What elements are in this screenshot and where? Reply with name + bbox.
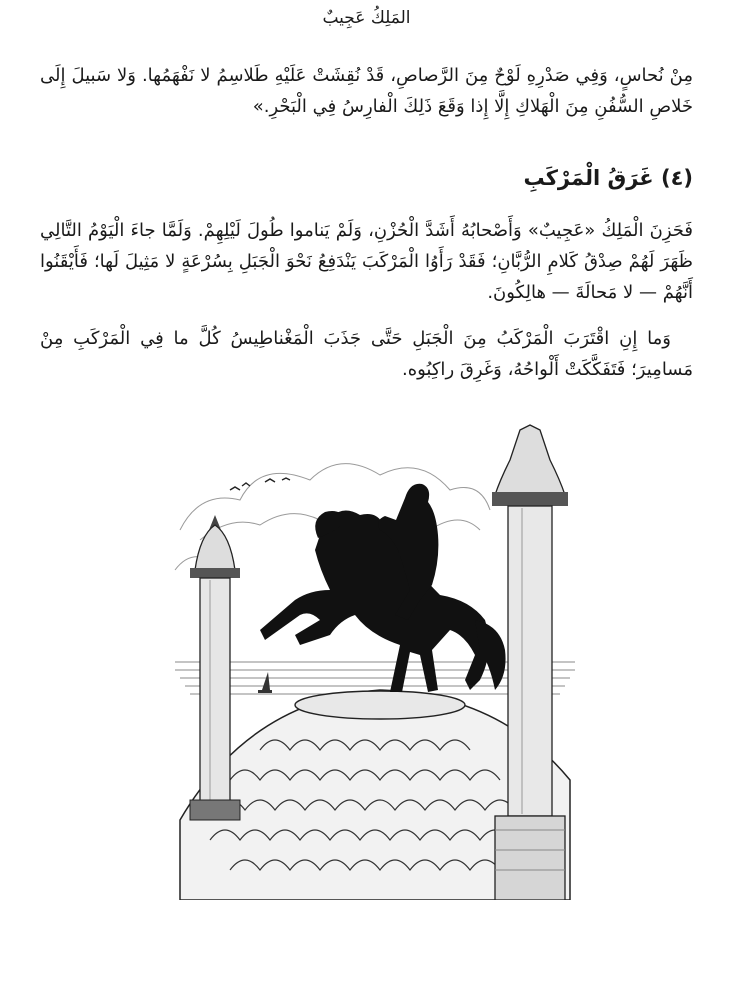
horseman-illustration [170, 420, 580, 900]
horse-and-rider [260, 484, 506, 692]
running-head: المَلِكُ عَجِيبٌ [322, 8, 411, 28]
intro-text: مِنْ نُحاسٍ، وَفِي صَدْرِهِ لَوْحٌ مِنَ الرَّصاصِ، قَدْ نُقِشَتْ عَلَيْهِ طَلاسِمُ لا نَفْهَمُها. وَلا سَبيلَ إِلَى خَلاصِ السُّفُنِ مِنَ الْهَلاكِ إِلَّا إِذا وَقَعَ ذَلِكَ الْفارِسُ فِي الْبَحْرِ.» [40, 65, 693, 117]
paragraph-1 [40, 215, 693, 308]
birds [230, 478, 290, 490]
intro-paragraph [40, 60, 693, 122]
paragraph-2 [40, 323, 693, 385]
sailboat [258, 672, 272, 693]
paragraph-2-text: وَما إِنِ اقْتَرَبَ الْمَرْكَبُ مِنَ الْجَبَلِ حَتَّى جَذَبَ الْمَغْناطِيسُ كُلَّ ما فِي الْمَرْكَبِ مِنْ مَسامِيرَ؛ فَتَفَكَّكَتْ أَلْواحُهُ، وَغَرِقَ راكِبُوه. [40, 328, 693, 380]
paragraph-1-text: فَحَزِنَ الْمَلِكُ «عَجِيبٌ» وَأَصْحابُهُ أَشَدَّ الْحُزْنِ، وَلَمْ يَناموا طُولَ لَيْلِهِمْ. وَلَمَّا جاءَ الْيَوْمُ التَّالِي ظَهَرَ لَهُمْ صِدْقُ كَلامِ الرُّبَّانِ؛ فَقَدْ رَأَوُا الْمَرْكَبَ يَنْدَفِعُ نَحْوَ الْجَبَلِ بِسُرْعَةٍ لا مَثِيلَ لَها؛ فَأَيْقَنُوا أَنَّهُمْ — لا مَحالَةَ — هالِكُونَ. [40, 220, 693, 303]
section-heading: (٤) غَرَقُ الْمَرْكَبِ [523, 166, 693, 190]
